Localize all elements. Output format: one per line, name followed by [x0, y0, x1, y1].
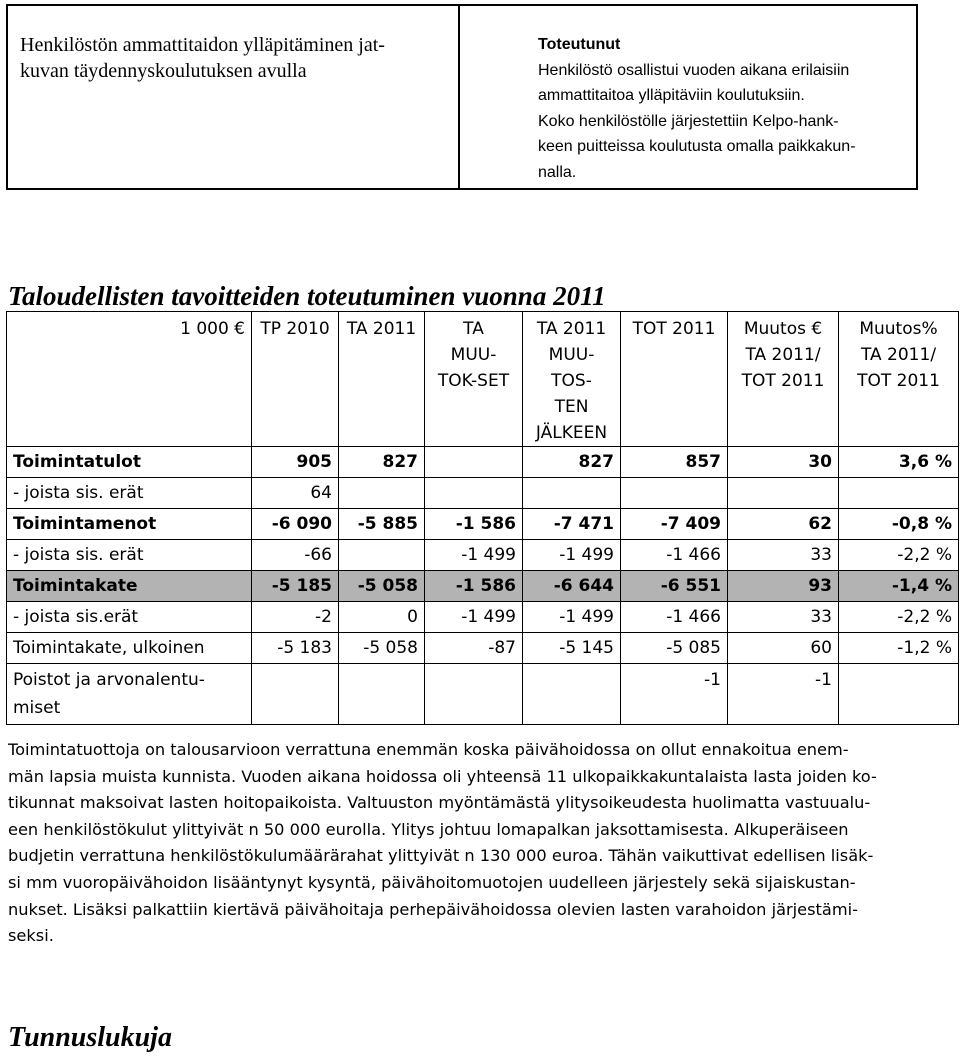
- row-label: Toimintamenot: [7, 509, 252, 540]
- table-cell: -1 499: [523, 602, 621, 633]
- paragraph-line: budjetin verrattuna henkilöstökulumäärärahat ylittyivät n 130 000 euroa. Tähän vaikuttivat edellisen lisäk-: [8, 846, 874, 866]
- table-cell: [339, 540, 425, 571]
- table-cell: -1,2 %: [839, 633, 959, 664]
- table-cell: -2,2 %: [839, 602, 959, 633]
- column-header-line: MUU-: [450, 345, 497, 365]
- table-cell: -1: [728, 664, 839, 725]
- table-cell: 3,6 %: [839, 447, 959, 478]
- paragraph-line: Toimintatuottoja on talousarvioon verrattuna enemmän koska päivähoidossa on ollut ennakoitua enem-: [8, 740, 849, 759]
- column-header: [339, 312, 425, 447]
- table-cell: 33: [728, 540, 839, 571]
- table-cell: -2,2 %: [839, 540, 959, 571]
- table-row: [7, 447, 959, 478]
- table-cell: -1,4 %: [839, 571, 959, 602]
- table-cell: 827: [523, 447, 621, 478]
- table-row: [7, 478, 959, 509]
- table-cell: -1 499: [425, 602, 523, 633]
- column-header-line: 1 000 €: [180, 319, 245, 339]
- outcome-line: nalla.: [538, 163, 577, 181]
- row-label: - joista sis.erät: [7, 602, 252, 633]
- table-cell: -7 471: [523, 509, 621, 540]
- column-header-line: TA 2011/: [860, 345, 937, 365]
- table-cell: [425, 478, 523, 509]
- column-header-line: TA 2011: [346, 319, 417, 339]
- goal-description: [8, 6, 460, 188]
- table-row: [7, 571, 959, 602]
- table-cell: -66: [252, 540, 339, 571]
- column-header-line: TOT 2011: [632, 319, 716, 339]
- paragraph-line: seksi.: [8, 926, 54, 946]
- table-cell: [728, 478, 839, 509]
- table-cell: 62: [728, 509, 839, 540]
- table-header-row: [7, 312, 959, 447]
- section-heading: Taloudellisten tavoitteiden toteutuminen vuonna 2011: [8, 281, 606, 311]
- table-cell: -2: [252, 602, 339, 633]
- paragraph-line: tikunnat maksoivat lasten hoitopaikoista. Valtuuston myöntämästä ylitysoikeudesta huolimatta vastuualu-: [8, 793, 871, 813]
- row-label: Toimintatulot: [7, 447, 252, 478]
- column-header: [7, 312, 252, 447]
- table-cell: -1 586: [425, 509, 523, 540]
- row-label: Toimintakate: [7, 571, 252, 602]
- outcome-line: ammattitaitoa ylläpitäviin koulutuksiin.: [538, 87, 805, 104]
- table-row: [7, 633, 959, 664]
- table-cell: [839, 478, 959, 509]
- table-cell: [425, 664, 523, 725]
- table-cell: -87: [425, 633, 523, 664]
- column-header-line: TA: [463, 319, 484, 339]
- row-label: - joista sis. erät: [7, 540, 252, 571]
- table-row: [7, 664, 959, 725]
- table-cell: -1: [621, 664, 728, 725]
- table-cell: 30: [728, 447, 839, 478]
- column-header-line: Muutos €: [743, 319, 823, 339]
- table-cell: -5 183: [252, 633, 339, 664]
- goal-line: kuvan täydennyskoulutuksen avulla: [20, 60, 307, 82]
- table-cell: -5 885: [339, 509, 425, 540]
- table-cell: -1 466: [621, 540, 728, 571]
- table-cell: [621, 478, 728, 509]
- goal-outcome: [460, 6, 916, 188]
- column-header-line: MUU-: [548, 345, 595, 365]
- table-cell: 64: [252, 478, 339, 509]
- paragraph-line: nukset. Lisäksi palkattiin kiertävä päivähoitaja perhepäivähoidossa olevien lasten varahoidon järjestämi-: [8, 899, 858, 919]
- table-cell: [339, 478, 425, 509]
- column-header-line: JÄLKEEN: [535, 423, 608, 443]
- table-cell: [839, 664, 959, 725]
- table-row: [7, 509, 959, 540]
- table-cell: -7 409: [621, 509, 728, 540]
- column-header-line: TA 2011: [536, 319, 607, 339]
- table-cell: 60: [728, 633, 839, 664]
- paragraph-line: män lapsia muista kunnista. Vuoden aikana hoidossa oli yhteensä 11 ulkopaikkakuntalaista lasta joiden ko-: [8, 766, 877, 786]
- column-header-line: TP 2010: [260, 319, 330, 339]
- table-cell: 905: [252, 447, 339, 478]
- table-cell: 827: [339, 447, 425, 478]
- table-cell: -6 090: [252, 509, 339, 540]
- table-cell: -6 551: [621, 571, 728, 602]
- table-cell: 0: [339, 602, 425, 633]
- goal-line: Henkilöstön ammattitaidon ylläpitäminen jat-: [20, 34, 385, 56]
- table-cell: -1 586: [425, 571, 523, 602]
- paragraph-line: een henkilöstökulut ylittyivät n 50 000 eurolla. Ylitys johtuu lomapalkan jaksottamisesta. Alkuperäiseen: [8, 819, 849, 839]
- column-header-line: Muutos%: [859, 319, 938, 339]
- table-cell: -1 499: [425, 540, 523, 571]
- table-cell: -0,8 %: [839, 509, 959, 540]
- table-cell: [252, 664, 339, 725]
- table-cell: -5 058: [339, 571, 425, 602]
- table-cell: -5 185: [252, 571, 339, 602]
- column-header: [523, 312, 621, 447]
- row-label: - joista sis. erät: [7, 478, 252, 509]
- outcome-line: Henkilöstö osallistui vuoden aikana erilaisiin: [538, 61, 850, 79]
- table-cell: [425, 447, 523, 478]
- table-body: [7, 447, 959, 725]
- column-header: [252, 312, 339, 447]
- outcome-line: keen puitteissa koulutusta omalla paikkakun-: [538, 138, 856, 155]
- column-header-line: TA 2011/: [745, 345, 821, 365]
- column-header: [621, 312, 728, 447]
- body-paragraph: [8, 737, 948, 950]
- column-header-line: TOS-: [551, 371, 592, 391]
- row-label: Toimintakate, ulkoinen: [7, 633, 252, 664]
- table-row: [7, 602, 959, 633]
- table-cell: 33: [728, 602, 839, 633]
- column-header-line: TOT 2011: [857, 371, 940, 391]
- table-row: [7, 540, 959, 571]
- column-header-line: TEN: [554, 397, 589, 417]
- outcome-heading: Toteutunut: [538, 36, 621, 53]
- table-cell: [339, 664, 425, 725]
- table-cell: -1 499: [523, 540, 621, 571]
- financial-table: [6, 311, 959, 725]
- table-cell: 857: [621, 447, 728, 478]
- column-header-line: TOK-SET: [437, 371, 510, 391]
- goal-box: [6, 4, 918, 190]
- bottom-heading: Tunnuslukuja: [8, 1022, 172, 1053]
- table-cell: 93: [728, 571, 839, 602]
- column-header: [728, 312, 839, 447]
- row-label: Poistot ja arvonalentu- miset: [7, 664, 252, 725]
- column-header-line: TOT 2011: [741, 371, 825, 391]
- table-cell: -1 466: [621, 602, 728, 633]
- table-cell: -5 058: [339, 633, 425, 664]
- table-cell: -5 145: [523, 633, 621, 664]
- column-header: [839, 312, 959, 447]
- paragraph-line: si mm vuoropäivähoidon lisääntynyt kysyntä, päivähoitomuotojen uudelleen järjestely sekä sijaiskustan-: [8, 872, 856, 892]
- outcome-line: Koko henkilöstölle järjestettiin Kelpo-hank-: [538, 112, 839, 130]
- table-cell: [523, 478, 621, 509]
- table-cell: [523, 664, 621, 725]
- column-header: [425, 312, 523, 447]
- table-cell: -5 085: [621, 633, 728, 664]
- table-cell: -6 644: [523, 571, 621, 602]
